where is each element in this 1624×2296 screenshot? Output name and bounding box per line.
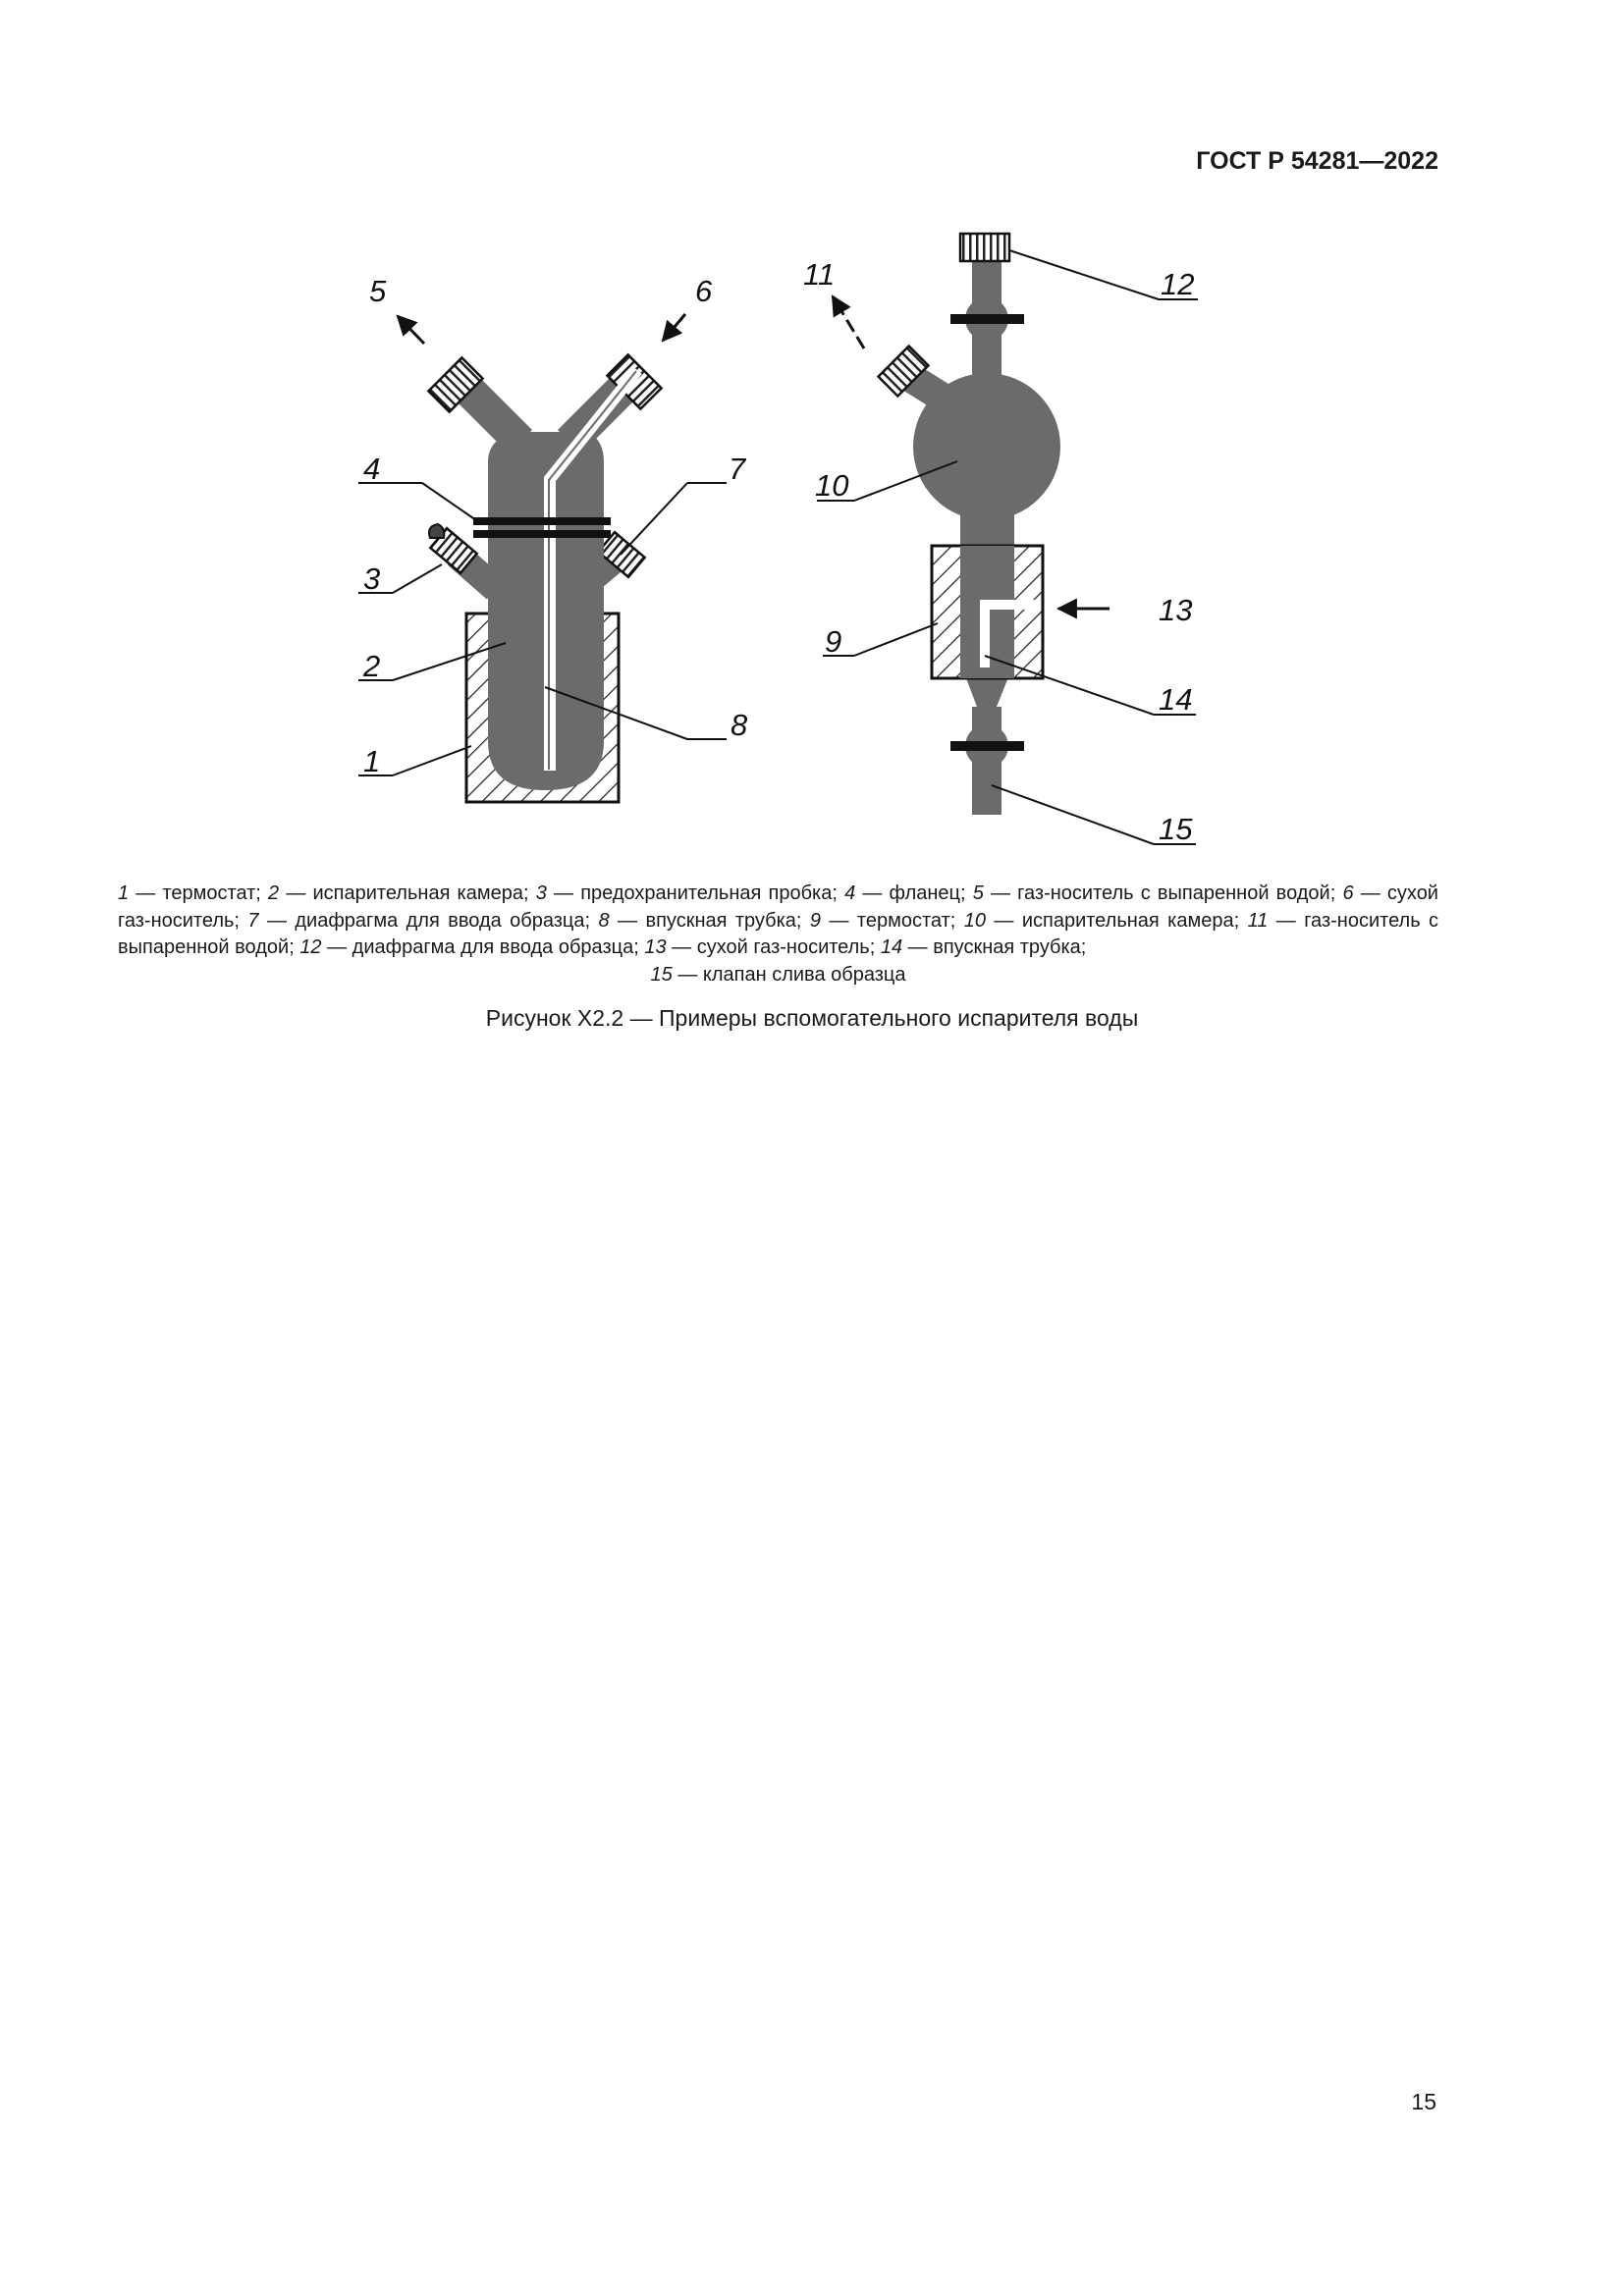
callout-10: 10	[815, 468, 849, 503]
figure-caption: Рисунок Х2.2 — Примеры вспомогательного испарителя воды	[485, 1005, 1139, 1031]
left-evaporator	[358, 274, 748, 802]
evaporator-figure	[0, 0, 1624, 883]
gas-out-arrow-5	[398, 316, 424, 344]
evaporation-chamber-right	[913, 373, 1060, 520]
left-arm-upper	[428, 357, 520, 442]
callout-11: 11	[803, 257, 836, 292]
callout-14: 14	[1159, 682, 1193, 717]
legend-row-last: 15 — клапан слива образца	[650, 963, 906, 986]
callout-9: 9	[825, 624, 842, 659]
callout-5: 5	[369, 274, 387, 308]
gas-in-arrow-6	[663, 314, 685, 341]
diaphragm-top	[960, 234, 1009, 261]
callout-15: 15	[1159, 812, 1193, 846]
page-number: 15	[1411, 2089, 1436, 2114]
legend-row: 1 — термостат; 2 — испарительная камера; 3 — предохранительная пробка; 4 — фланец; 5 — газ-носитель с выпаренной водой; 6 — сухой газ-носитель; 7 — диафрагма для ввода образца; 8 — впускная трубка; 9 — термостат; 10 — испарительная камера; 11 — газ-носитель с выпаренной водой; 12 — диафрагма для ввода образца; 13 — сухой газ-носитель; 14 — впускная трубка;	[118, 882, 1439, 958]
flange	[473, 517, 611, 525]
right-evaporator	[803, 234, 1198, 846]
callout-1: 1	[363, 744, 381, 778]
callout-2: 2	[363, 649, 381, 683]
callout-3: 3	[363, 561, 381, 596]
gas-out-arrow-11	[833, 296, 864, 348]
callout-6: 6	[695, 274, 713, 308]
callout-4: 4	[363, 452, 381, 486]
callout-7: 7	[729, 452, 746, 486]
callout-8: 8	[731, 708, 748, 742]
callout-12: 12	[1161, 267, 1195, 301]
document-header: ГОСТ Р 54281—2022	[1196, 147, 1438, 175]
callout-13: 13	[1159, 593, 1193, 627]
figure-legend	[118, 881, 1438, 988]
